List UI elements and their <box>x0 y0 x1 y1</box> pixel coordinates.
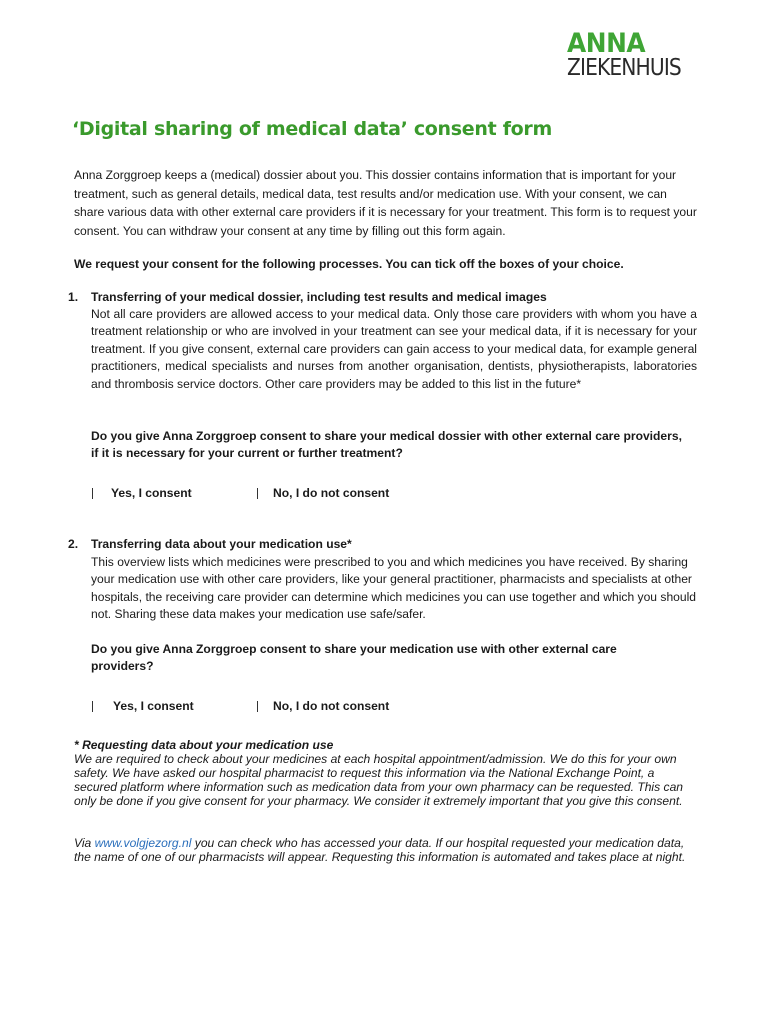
note-via-paragraph <box>74 836 702 864</box>
section-2-number: 2. <box>68 537 79 551</box>
section-2-no-checkbox[interactable] <box>257 701 258 712</box>
section-2-title: Transferring data about your medication use* <box>91 537 352 551</box>
section-1-body: Not all care providers are allowed access to your medical data. Only those care providers with whom you have a treatment relationship or who are involved in your treatment can see your medical data, if it is necessary for your treatment. If you give consent, external care providers can gain access to your medical data, for example general practitioners, medical specialists and nurses from another organisation, dentists, physiotherapists, laboratories and thrombosis service doctors. Other care providers may be added to this list in the future* <box>91 307 697 391</box>
note-via-suffix: you can check who has accessed your data. If our hospital requested your medication data, the name of one of our pharmacists will appear. Requesting this information is automated and takes place at night. <box>74 836 686 864</box>
section-2-yes-checkbox[interactable] <box>92 701 93 712</box>
section-1-no-label: No, I do not consent <box>273 486 390 500</box>
section-1-title: Transferring of your medical dossier, including test results and medical images <box>91 290 547 304</box>
logo-line-2: ZIEKENHUIS <box>566 55 681 81</box>
section-2-yes-option[interactable] <box>92 699 194 713</box>
request-statement: We request your consent for the following processes. You can tick off the boxes of your choice. <box>74 257 624 271</box>
volgjezorg-link[interactable]: www.volgjezorg.nl <box>94 836 192 850</box>
section-2-no-label: No, I do not consent <box>273 699 390 713</box>
section-1-question: Do you give Anna Zorggroep consent to share your medical dossier with other external care providers, if it is necessary for your current or further treatment? <box>91 429 682 461</box>
intro-paragraph: Anna Zorggroep keeps a (medical) dossier about you. This dossier contains information that is important for your treatment, such as general details, medical data, test results and/or medication use. With your consent, we can share various data with other external care providers if it is necessary for your treatment. This form is to request your consent. You can withdraw your consent at any time by filling out this form again. <box>74 168 697 238</box>
note-body: We are required to check about your medicines at each hospital appointment/admission. We do this for your own safety. We have asked our hospital pharmacist to request this information via the National Exchange Point, a secured platform where information such as medication data from your own pharmacy can be requested. This can only be done if you give consent for your pharmacy. We consider it extremely important that you give this consent. <box>74 752 684 808</box>
form-title: ‘Digital sharing of medical data’ consent form <box>72 118 552 140</box>
section-2-body: This overview lists which medicines were prescribed to you and which medicines you have received. By sharing your medication use with other care providers, like your general practitioner, pharmacists and specialists at other hospitals, the receiving care provider can determine which medicines you can use together and which you should not. Sharing these data makes your medication use safe/safer. <box>91 555 697 622</box>
hospital-logo <box>567 30 696 80</box>
section-1-no-option[interactable] <box>257 486 389 500</box>
note-heading: * Requesting data about your medication use <box>74 738 334 752</box>
section-2-question: Do you give Anna Zorggroep consent to share your medication use with other external care providers? <box>91 642 617 674</box>
logo-line-1: ANNA <box>566 28 645 59</box>
section-1-yes-checkbox[interactable] <box>92 488 93 499</box>
section-1-yes-label: Yes, I consent <box>111 486 192 500</box>
section-2-no-option[interactable] <box>257 699 389 713</box>
section-1-no-checkbox[interactable] <box>257 488 258 499</box>
section-1-number: 1. <box>68 290 79 304</box>
section-2-yes-label: Yes, I consent <box>113 699 194 713</box>
section-1-yes-option[interactable] <box>92 486 192 500</box>
note-via-prefix: Via <box>74 836 95 850</box>
